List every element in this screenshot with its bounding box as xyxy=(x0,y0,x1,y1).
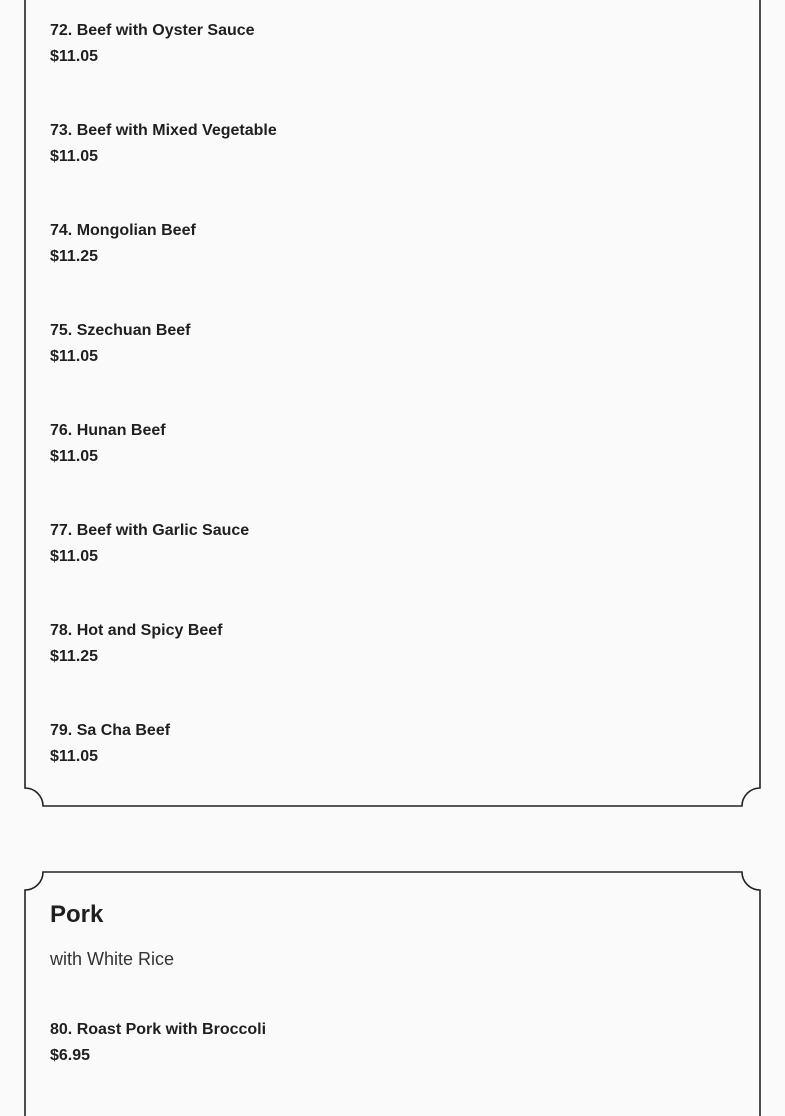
item-name: 76. Hunan Beef xyxy=(50,422,166,439)
item-name: 80. Roast Pork with Broccoli xyxy=(50,1021,267,1038)
menu-item[interactable] xyxy=(50,621,223,667)
pork-card-border xyxy=(25,872,760,1116)
menu-item[interactable] xyxy=(50,421,166,467)
item-price: $11.05 xyxy=(50,548,99,565)
section-subtitle: with White Rice xyxy=(50,949,175,969)
section-title: Pork xyxy=(50,901,104,928)
item-name: 78. Hot and Spicy Beef xyxy=(50,622,223,639)
item-price: $11.05 xyxy=(50,748,99,765)
menu-item[interactable] xyxy=(50,21,255,67)
menu-item[interactable] xyxy=(50,1020,266,1066)
item-name: 79. Sa Cha Beef xyxy=(50,722,171,739)
item-name: 77. Beef with Garlic Sauce xyxy=(50,522,250,539)
item-name: 75. Szechuan Beef xyxy=(50,322,191,339)
menu-item[interactable] xyxy=(50,721,170,767)
menu-item[interactable] xyxy=(50,221,196,267)
menu-item[interactable] xyxy=(50,121,277,167)
item-name: 74. Mongolian Beef xyxy=(50,222,196,239)
menu-item[interactable] xyxy=(50,321,191,367)
menu-item[interactable] xyxy=(50,521,249,567)
item-name: 72. Beef with Oyster Sauce xyxy=(50,22,255,39)
item-price: $11.05 xyxy=(50,448,99,465)
item-price: $6.95 xyxy=(50,1047,91,1064)
item-price: $11.25 xyxy=(50,248,99,265)
item-price: $11.05 xyxy=(50,148,99,165)
item-price: $11.25 xyxy=(50,648,99,665)
item-name: 73. Beef with Mixed Vegetable xyxy=(50,122,277,139)
item-price: $11.05 xyxy=(50,348,99,365)
item-price: $11.05 xyxy=(50,48,99,65)
